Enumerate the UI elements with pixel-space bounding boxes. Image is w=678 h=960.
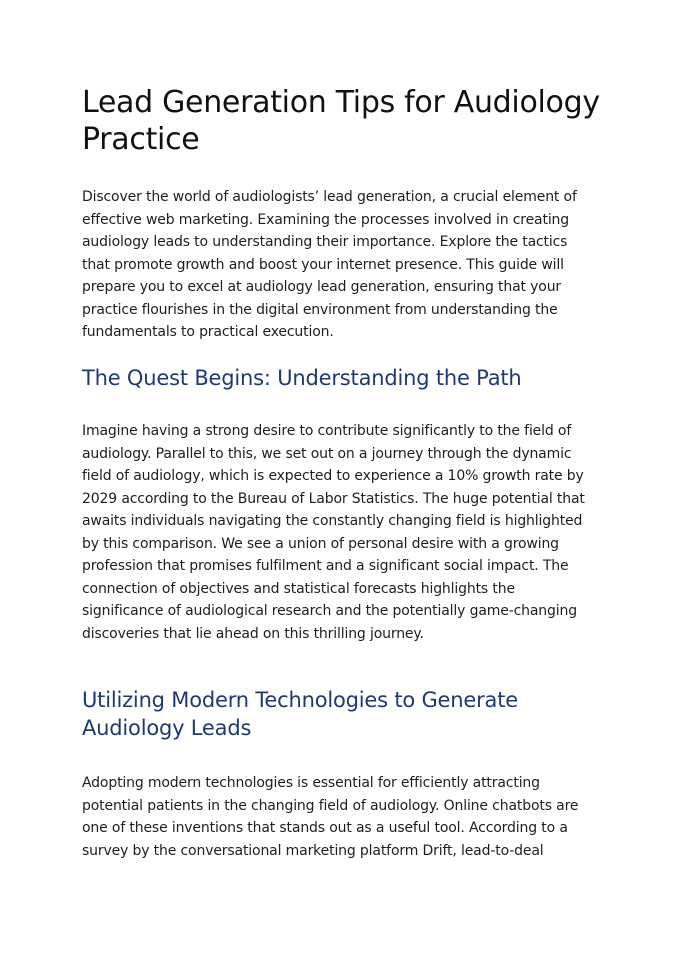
section-body-technologies: Adopting modern technologies is essential for efficiently attracting potential patients in the changing field of audiology. Online chatbots are one of these inventions that stands out as a useful tool. According to a survey by the conversational marketing platform Drift, lead-to-deal <box>82 775 579 859</box>
section-body-quest: Imagine having a strong desire to contribute significantly to the field of audiology. Parallel to this, we set out on a journey through the dynamic field of audiology, which is expected to experience a 10% growth rate by 2029 according to the Bureau of Labor Statistics. The huge potential that awaits individuals navigating the constantly changing field is highlighted by this comparison. We see a union of personal desire with a growing profession that promises fulfilment and a significant social impact. The connection of objectives and statistical forecasts highlights the significance of audiological research and the potentially game-changing discoveries that lie ahead on this thrilling journey. <box>82 423 585 642</box>
section-heading-quest: The Quest Begins: Understanding the Path <box>82 366 522 390</box>
section-heading-technologies: Utilizing Modern Technologies to Generate Audiology Leads <box>82 688 518 740</box>
intro-paragraph: Discover the world of audiologists’ lead generation, a crucial element of effective web marketing. Examining the processes involved in creating audiology leads to understanding their importance. Explore the tactics that promote growth and boost your internet presence. This guide will prepare you to excel at audiology lead generation, ensuring that your practice flourishes in the digital environment from understanding the fundamentals to practical execution. <box>82 189 577 340</box>
document-title: Lead Generation Tips for Audiology Practice <box>82 85 600 157</box>
